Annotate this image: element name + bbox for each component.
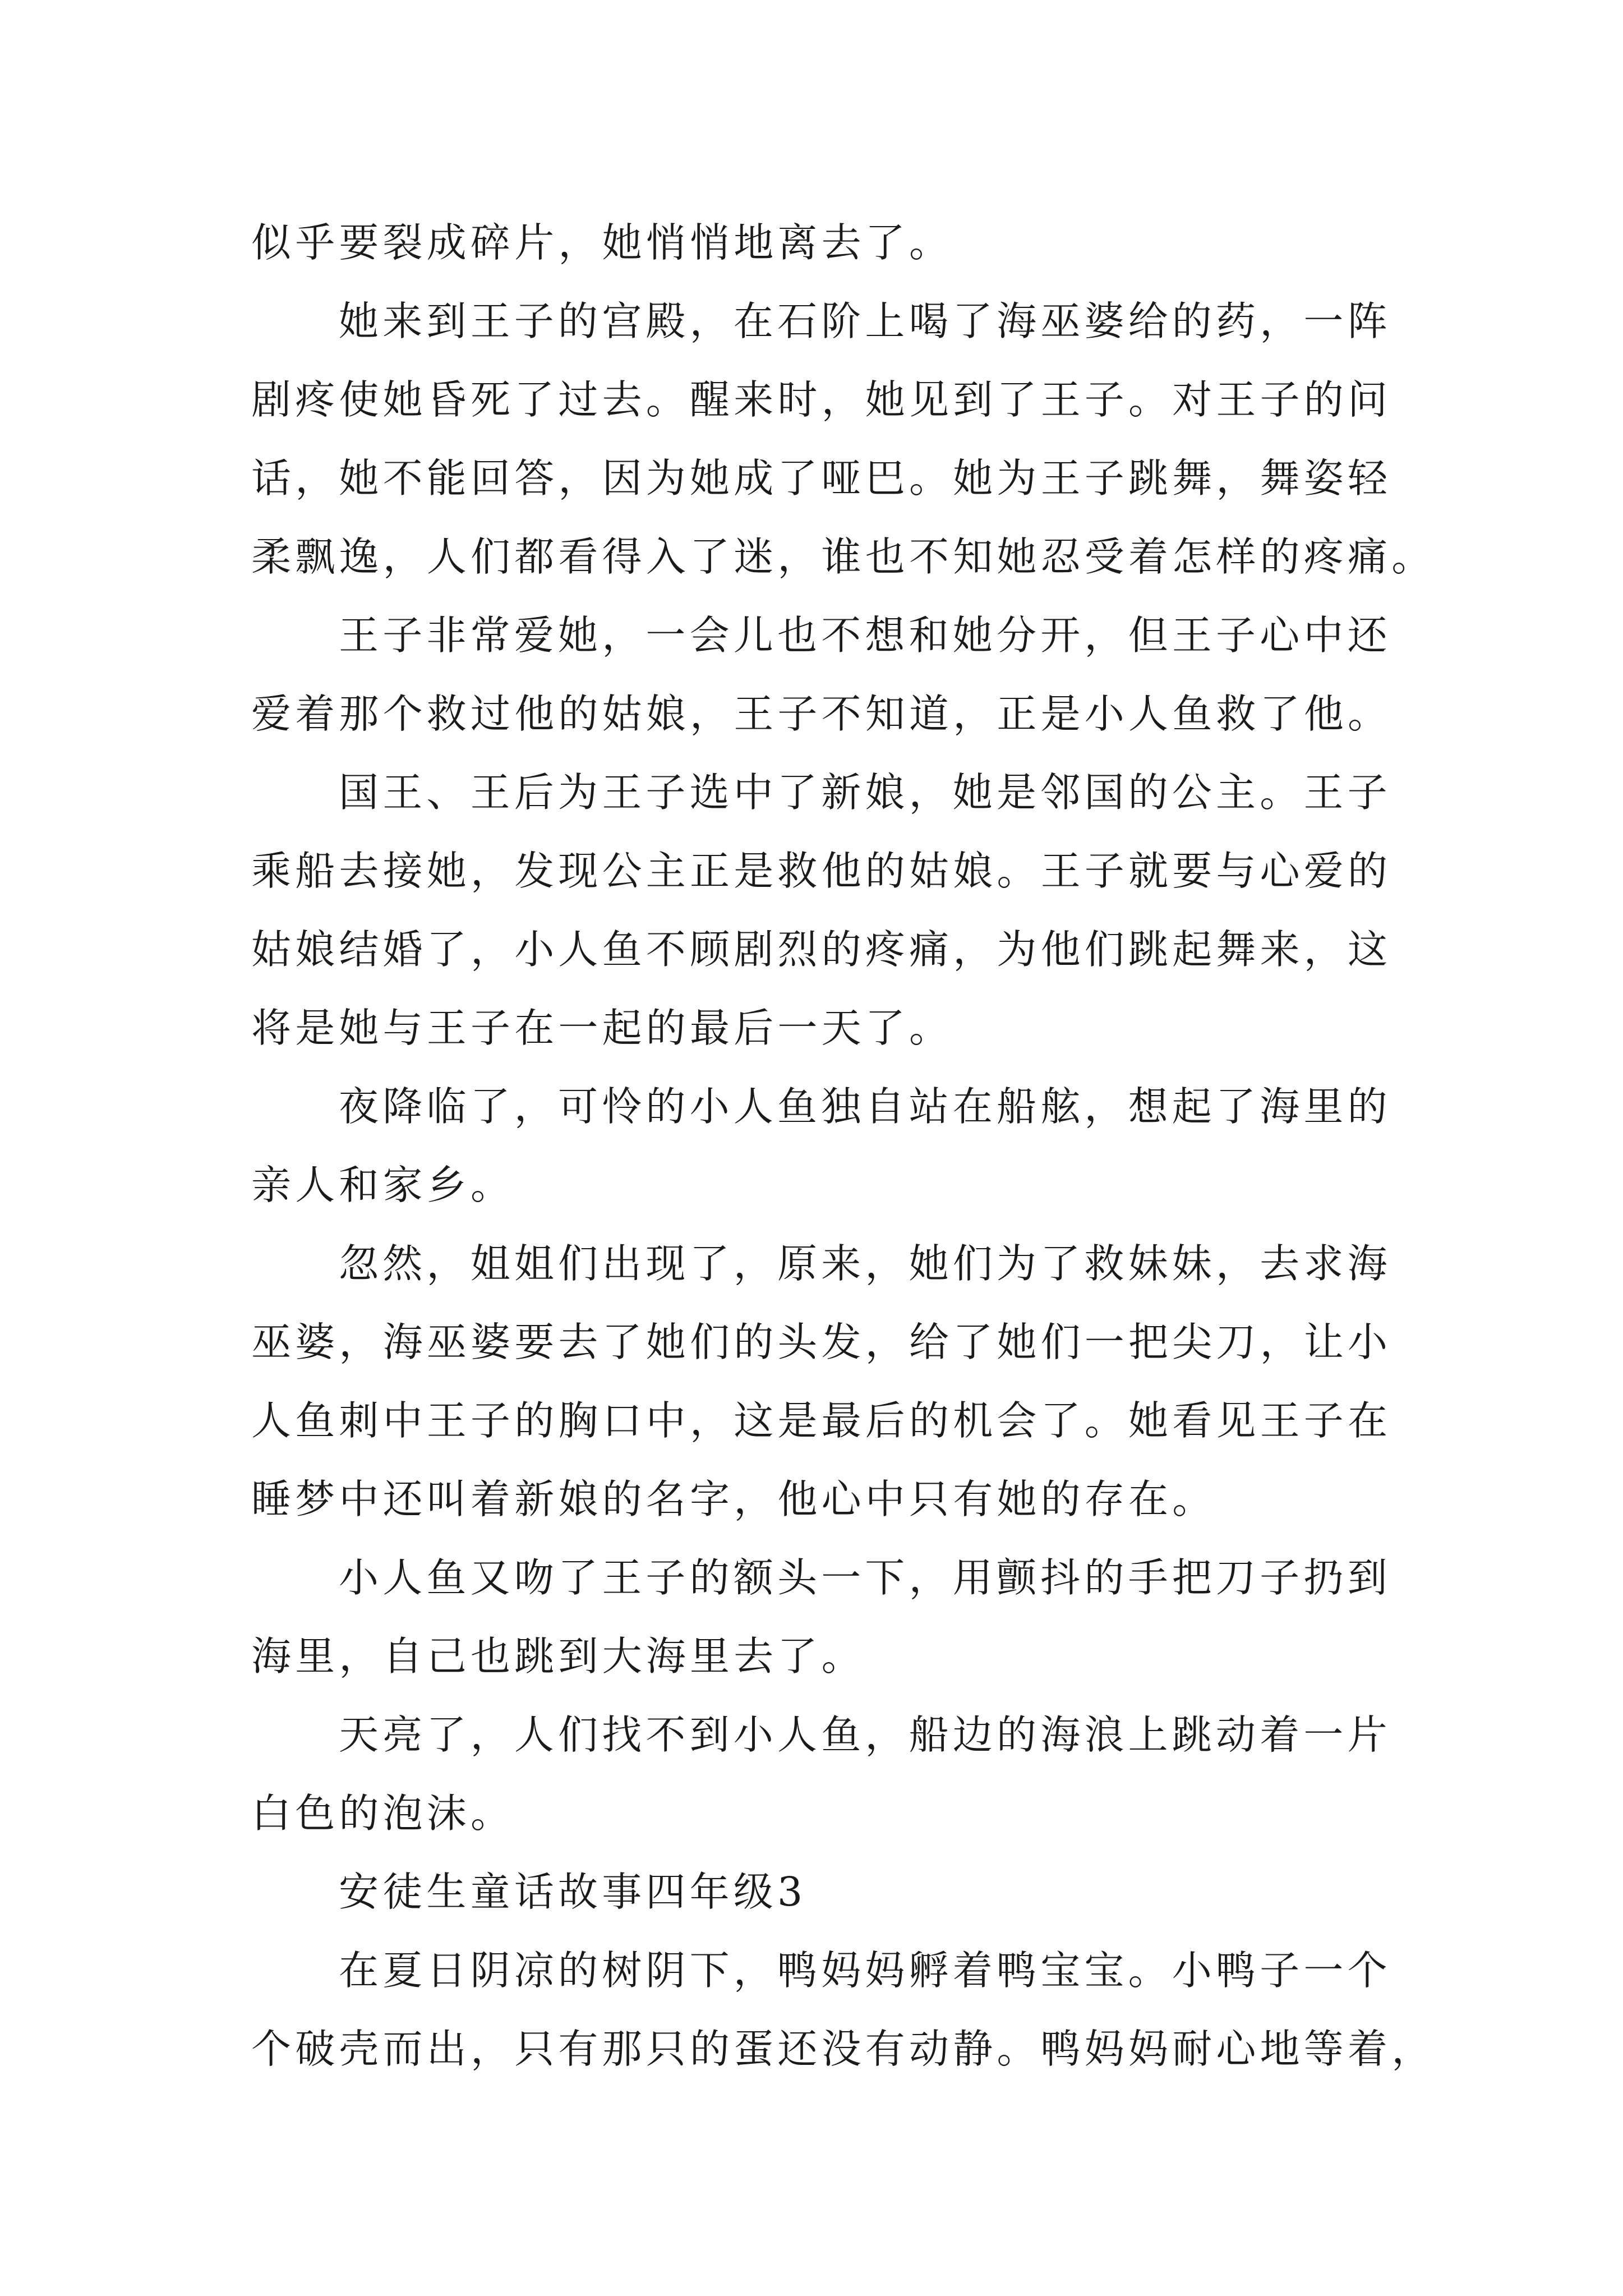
text-line: 人鱼刺中王子的胸口中，这是最后的机会了。她看见王子在 <box>251 1397 1392 1444</box>
paragraph-first-line: 她来到王子的宫殿，在石阶上喝了海巫婆给的药，一阵 <box>339 298 1391 344</box>
text-line: 似乎要裂成碎片，她悄悄地离去了。 <box>251 219 953 266</box>
paragraph-first-line: 天亮了，人们找不到小人鱼，船边的海浪上跳动着一片 <box>339 1711 1391 1758</box>
paragraph-first-line: 王子非常爱她，一会儿也不想和她分开，但王子心中还 <box>339 612 1391 659</box>
paragraph-first-line: 小人鱼又吻了王子的额头一下，用颤抖的手把刀子扔到 <box>339 1554 1391 1601</box>
paragraph-first-line: 在夏日阴凉的树阴下，鸭妈妈孵着鸭宝宝。小鸭子一个 <box>339 1947 1391 1994</box>
section-heading: 安徒生童话故事四年级3 <box>339 1869 807 1915</box>
text-line: 柔飘逸，人们都看得入了迷，谁也不知她忍受着怎样的疼痛。 <box>251 533 1436 580</box>
text-line: 姑娘结婚了，小人鱼不顾剧烈的疼痛，为他们跳起舞来，这 <box>251 926 1392 973</box>
text-line: 白色的泡沫。 <box>251 1790 515 1837</box>
text-line: 爱着那个救过他的姑娘，王子不知道，正是小人鱼救了他。 <box>251 691 1392 737</box>
text-line: 海里，自己也跳到大海里去了。 <box>251 1633 865 1680</box>
text-line: 睡梦中还叫着新娘的名字，他心中只有她的存在。 <box>251 1476 1216 1522</box>
text-line: 剧疼使她昏死了过去。醒来时，她见到了王子。对王子的问 <box>251 376 1392 423</box>
text-line: 巫婆，海巫婆要去了她们的头发，给了她们一把尖刀，让小 <box>251 1319 1392 1365</box>
text-line: 话，她不能回答，因为她成了哑巴。她为王子跳舞，舞姿轻 <box>251 455 1392 501</box>
paragraph-first-line: 忽然，姐姐们出现了，原来，她们为了救妹妹，去求海 <box>339 1240 1391 1287</box>
text-line: 乘船去接她，发现公主正是救他的姑娘。王子就要与心爱的 <box>251 848 1392 894</box>
text-line: 将是她与王子在一起的最后一天了。 <box>251 1005 953 1051</box>
paragraph-first-line: 夜降临了，可怜的小人鱼独自站在船舷，想起了海里的 <box>339 1083 1391 1130</box>
paragraph-first-line: 国王、王后为王子选中了新娘，她是邻国的公主。王子 <box>339 769 1391 816</box>
text-line: 个破壳而出，只有那只的蛋还没有动静。鸭妈妈耐心地等着， <box>251 2026 1436 2072</box>
text-line: 亲人和家乡。 <box>251 1162 515 1208</box>
